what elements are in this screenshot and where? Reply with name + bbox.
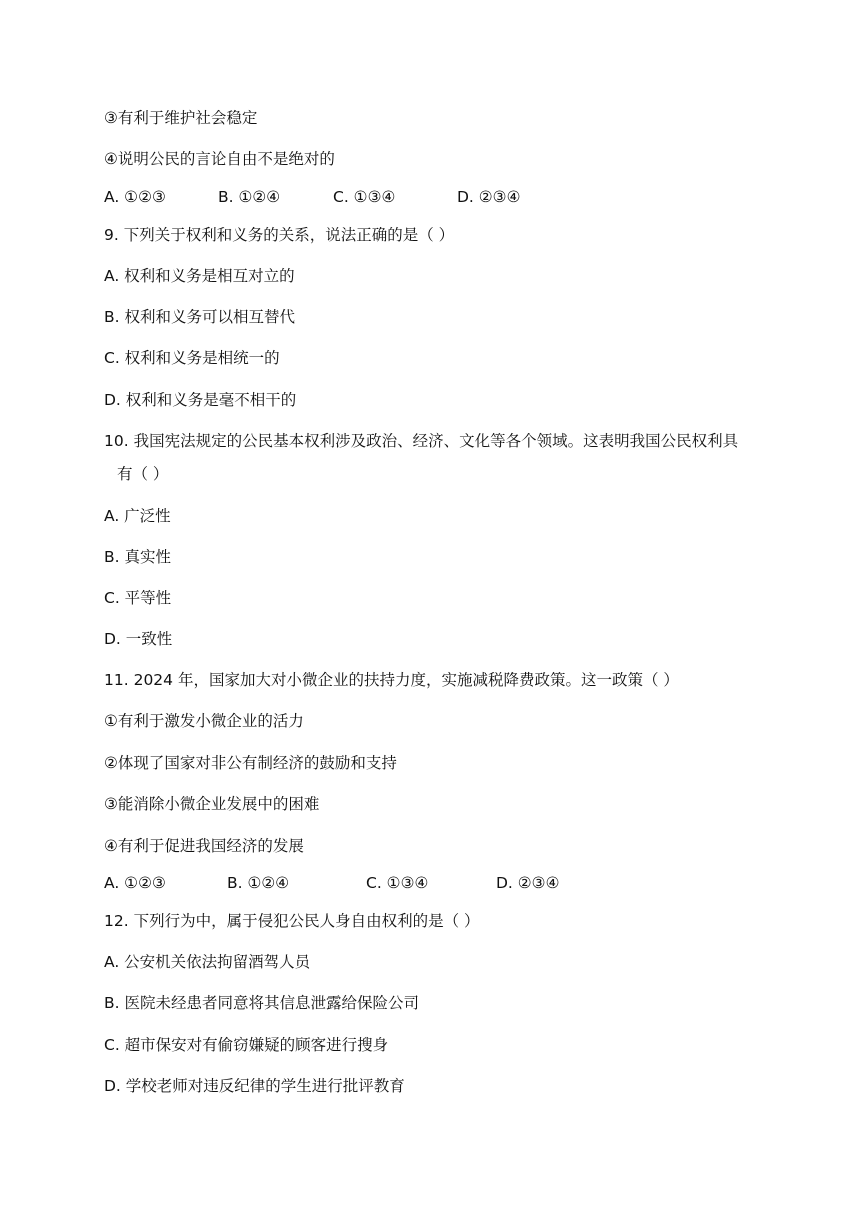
q8-statement-4: ④说明公民的言论自由不是绝对的 xyxy=(104,150,335,168)
q9-option-d: D. 权利和义务是毫不相干的 xyxy=(104,391,297,409)
q9-option-a: A. 权利和义务是相互对立的 xyxy=(104,267,295,285)
q11-stem: 11. 2024 年，国家加大对小微企业的扶持力度，实施减税降费政策。这一政策（ ） xyxy=(104,671,679,689)
q8-option-a: A. ①②③ xyxy=(104,188,166,206)
q8-option-d: D. ②③④ xyxy=(457,188,521,206)
q8-option-b: B. ①②④ xyxy=(218,188,281,206)
q12-stem: 12. 下列行为中，属于侵犯公民人身自由权利的是（ ） xyxy=(104,912,480,930)
q11-statement-4: ④有利于促进我国经济的发展 xyxy=(104,837,304,855)
q11-option-c: C. ①③④ xyxy=(366,874,429,892)
q8-option-c: C. ①③④ xyxy=(333,188,396,206)
q11-statement-1: ①有利于激发小微企业的活力 xyxy=(104,712,304,730)
q9-stem: 9. 下列关于权利和义务的关系，说法正确的是（ ） xyxy=(104,226,455,244)
q11-option-b: B. ①②④ xyxy=(227,874,290,892)
q12-option-a: A. 公安机关依法拘留酒驾人员 xyxy=(104,953,311,971)
q10-option-b: B. 真实性 xyxy=(104,548,171,566)
q10-stem-line2: 有（ ） xyxy=(117,465,169,483)
q10-stem-line1: 10. 我国宪法规定的公民基本权利涉及政治、经济、文化等各个领域。这表明我国公民权利具 xyxy=(104,432,739,450)
q12-option-c: C. 超市保安对有偷窃嫌疑的顾客进行搜身 xyxy=(104,1036,389,1054)
q8-statement-3: ③有利于维护社会稳定 xyxy=(104,109,258,127)
q12-option-b: B. 医院未经患者同意将其信息泄露给保险公司 xyxy=(104,994,419,1012)
q9-option-c: C. 权利和义务是相统一的 xyxy=(104,349,280,367)
q9-option-b: B. 权利和义务可以相互替代 xyxy=(104,308,295,326)
q11-statement-3: ③能消除小微企业发展中的困难 xyxy=(104,795,320,813)
q12-option-d: D. 学校老师对违反纪律的学生进行批评教育 xyxy=(104,1077,405,1095)
q11-option-a: A. ①②③ xyxy=(104,874,166,892)
q10-option-c: C. 平等性 xyxy=(104,589,172,607)
q10-option-a: A. 广泛性 xyxy=(104,507,171,525)
q10-option-d: D. 一致性 xyxy=(104,630,173,648)
q11-statement-2: ②体现了国家对非公有制经济的鼓励和支持 xyxy=(104,754,397,772)
q11-option-d: D. ②③④ xyxy=(496,874,560,892)
